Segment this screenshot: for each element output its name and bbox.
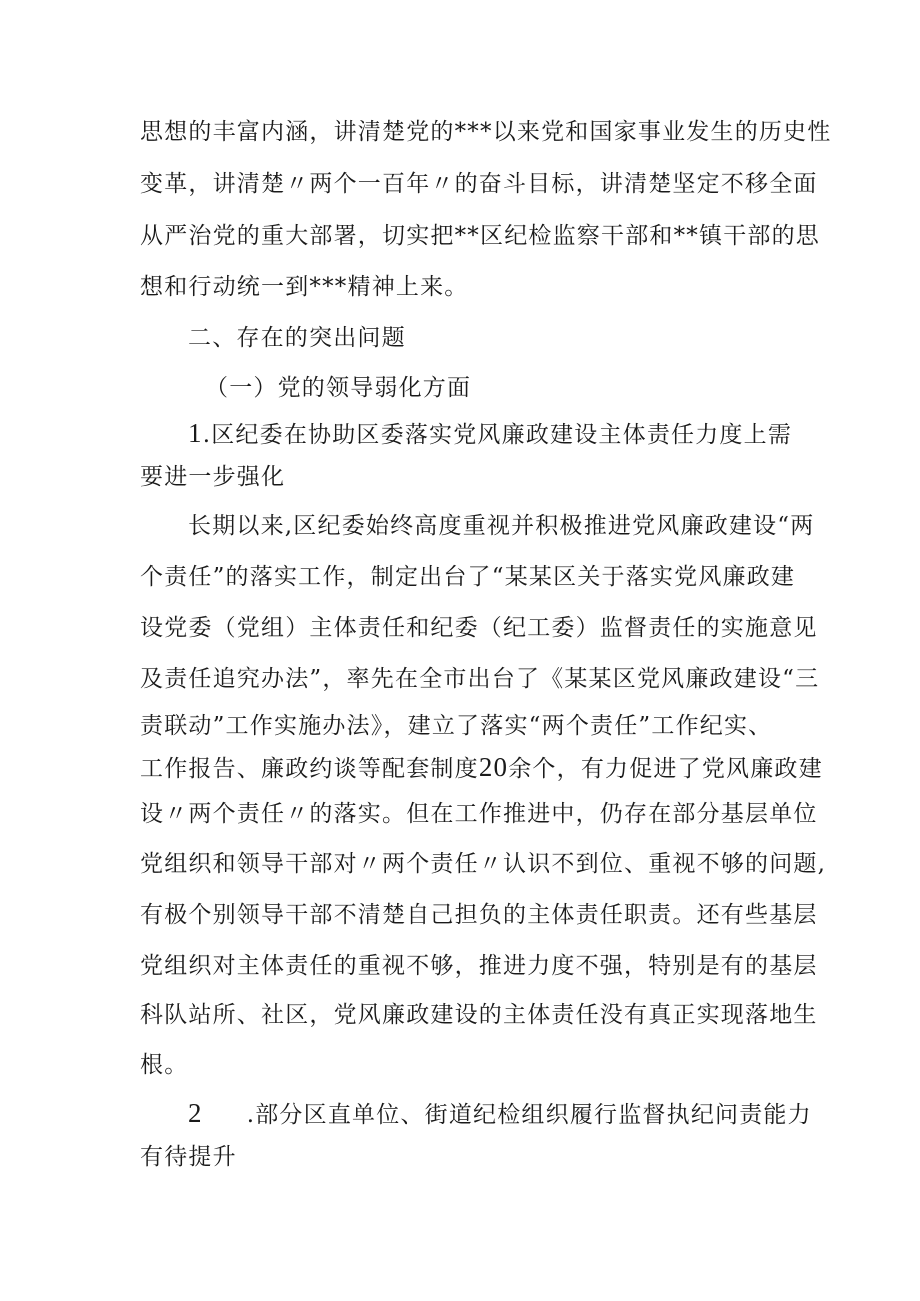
paragraph-line: 责联动”工作实施办法》，建立了落实“两个责任”工作纪实、 (140, 713, 773, 739)
line-text: 工作报告、廉政约谈等配套制度 (140, 756, 479, 782)
paragraph-line: 想和行动统一到***精神上来。 (140, 274, 469, 300)
line-text: 余个，有力促进了党风廉政建 (508, 756, 823, 782)
paragraph-line: 设党委（党组）主体责任和纪委（纪工委）监督责任的实施意见 (140, 615, 818, 641)
paragraph-line: 党组织和领导干部对〃两个责任〃认识不到位、重视不够的问题, (140, 851, 827, 877)
item-title-text: .部分区直单位、街道纪检组织履行监督执纪问责能力 (246, 1102, 812, 1128)
paragraph-line: 思想的丰富内涵，讲清楚党的***以来党和国家事业发生的历史性 (140, 119, 832, 145)
item-title-line (0, 1098, 920, 1130)
subsection-heading: （一）党的领导弱化方面 (205, 375, 472, 401)
paragraph-line: 设〃两个责任〃的落实。但在工作推进中，仍存在部分基层单位 (140, 801, 818, 827)
paragraph-line: 及责任追究办法”，率先在全市出台了《某某区党风廉政建设“三 (140, 666, 820, 692)
inline-number: 20 (478, 752, 509, 782)
item-number: 2 (188, 1098, 203, 1128)
paragraph-line: 变革，讲清楚〃两个一百年〃的奋斗目标，讲清楚坚定不移全面 (140, 171, 818, 197)
paragraph-line: 根。 (140, 1052, 189, 1078)
item-title-line: 要进一步强化 (140, 464, 286, 490)
paragraph-line: 科队站所、社区，党风廉政建设的主体责任没有真正实现落地生 (140, 1002, 818, 1028)
paragraph-line: 长期以来,区纪委始终高度重视并积极推进党风廉政建设“两 (188, 513, 815, 539)
item-title-line (0, 418, 920, 450)
item-number: 1 (188, 418, 203, 448)
paragraph-line: 党组织对主体责任的重视不够，推进力度不强，特别是有的基层 (140, 953, 818, 979)
paragraph-line: 从严治党的重大部署，切实把**区纪检监察干部和**镇干部的思 (140, 223, 820, 249)
section-heading: 二、存在的突出问题 (188, 325, 406, 351)
item-title-text: .区纪委在协助区委落实党风廉政建设主体责任力度上需 (202, 422, 793, 448)
paragraph-line: 个责任”的落实工作，制定出台了“某某区关于落实党风廉政建 (140, 564, 796, 590)
item-title-line: 有待提升 (140, 1144, 237, 1170)
paragraph-line: 有极个别领导干部不清楚自己担负的主体责任职责。还有些基层 (140, 902, 818, 928)
paragraph-line (0, 752, 920, 784)
